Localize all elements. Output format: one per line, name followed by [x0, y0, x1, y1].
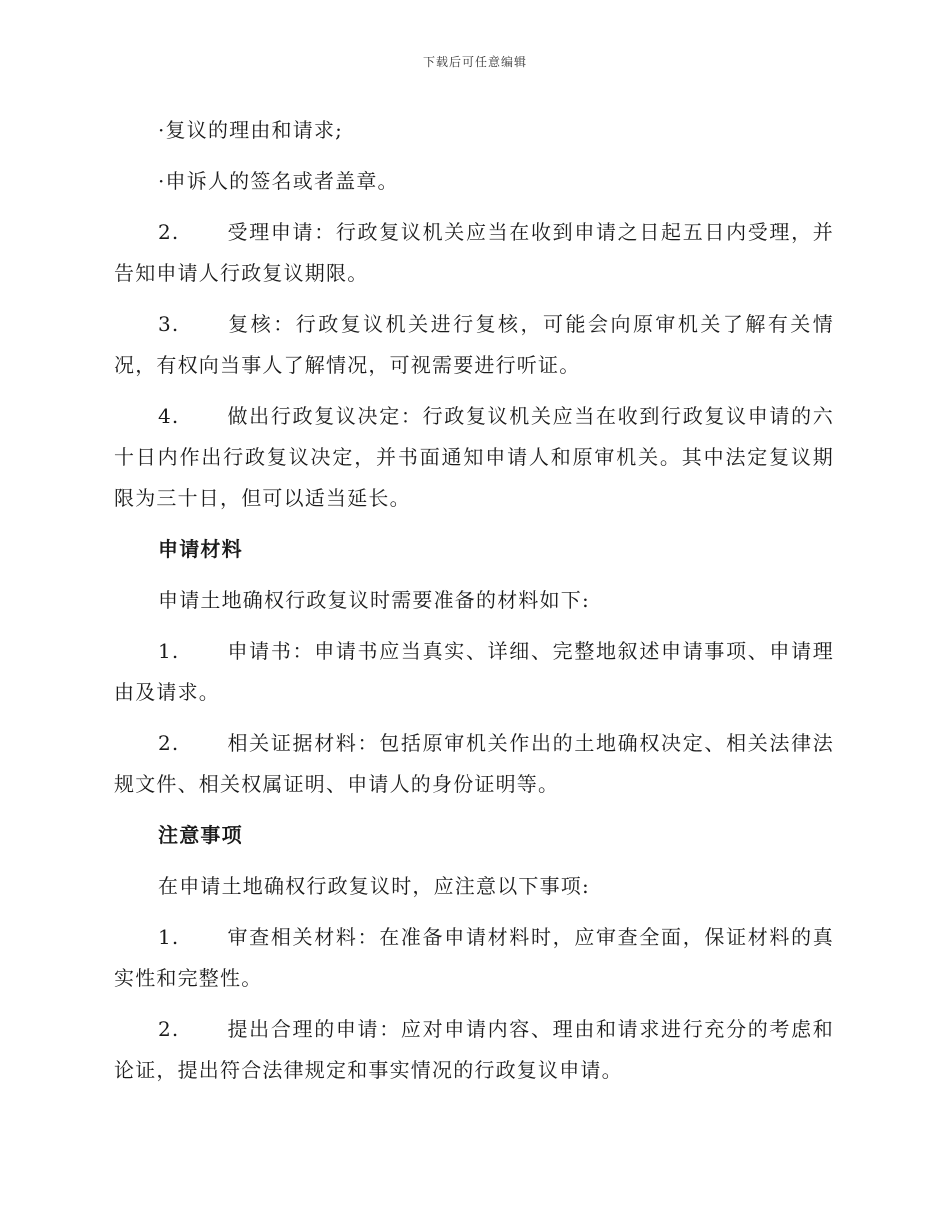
item-number: 1. — [158, 925, 180, 949]
item-number: 2. — [158, 731, 180, 755]
item-number: 1. — [158, 639, 180, 663]
item-number: 2. — [158, 220, 180, 244]
numbered-item — [114, 212, 834, 294]
item-text: 做出行政复议决定：行政复议机关应当在收到行政复议申请的六十日内作出行政复议决定，并书面通知申请人和原审机关。其中法定复议期限为三十日，但可以适当延长。 — [114, 404, 834, 510]
numbered-item — [114, 396, 834, 519]
paragraph: 在申请土地确权行政复议时，应注意以下事项: — [158, 874, 590, 898]
item-number: 2. — [158, 1017, 180, 1041]
list-item: ·复议的理由和请求; — [158, 118, 344, 142]
numbered-item — [114, 304, 834, 386]
numbered-item — [114, 723, 834, 805]
paragraph: 申请土地确权行政复议时需要准备的材料如下: — [158, 588, 590, 612]
item-text: 申请书：申请书应当真实、详细、完整地叙述申请事项、申请理由及请求。 — [114, 639, 834, 704]
numbered-item — [114, 917, 834, 999]
item-text: 审查相关材料：在准备申请材料时，应审查全面，保证材料的真实性和完整性。 — [114, 925, 834, 990]
section-heading: 申请材料 — [158, 537, 243, 561]
list-item: ·申诉人的签名或者盖章。 — [158, 169, 399, 193]
item-text: 相关证据材料：包括原审机关作出的土地确权决定、相关法律法规文件、相关权属证明、申请人的身份证明等。 — [114, 731, 834, 796]
item-text: 复核：行政复议机关进行复核，可能会向原审机关了解有关情况，有权向当事人了解情况，可视需要进行听证。 — [114, 312, 834, 377]
page-header: 下载后可任意编辑 — [422, 55, 527, 69]
numbered-item — [114, 1009, 834, 1091]
section-heading: 注意事项 — [158, 823, 243, 847]
numbered-item — [114, 631, 834, 713]
document-body — [114, 110, 834, 1101]
item-number: 4. — [158, 404, 180, 428]
item-number: 3. — [158, 312, 180, 336]
item-text: 受理申请：行政复议机关应当在收到申请之日起五日内受理，并告知申请人行政复议期限。 — [114, 220, 834, 285]
item-text: 提出合理的申请：应对申请内容、理由和请求进行充分的考虑和论证，提出符合法律规定和事实情况的行政复议申请。 — [114, 1017, 834, 1082]
